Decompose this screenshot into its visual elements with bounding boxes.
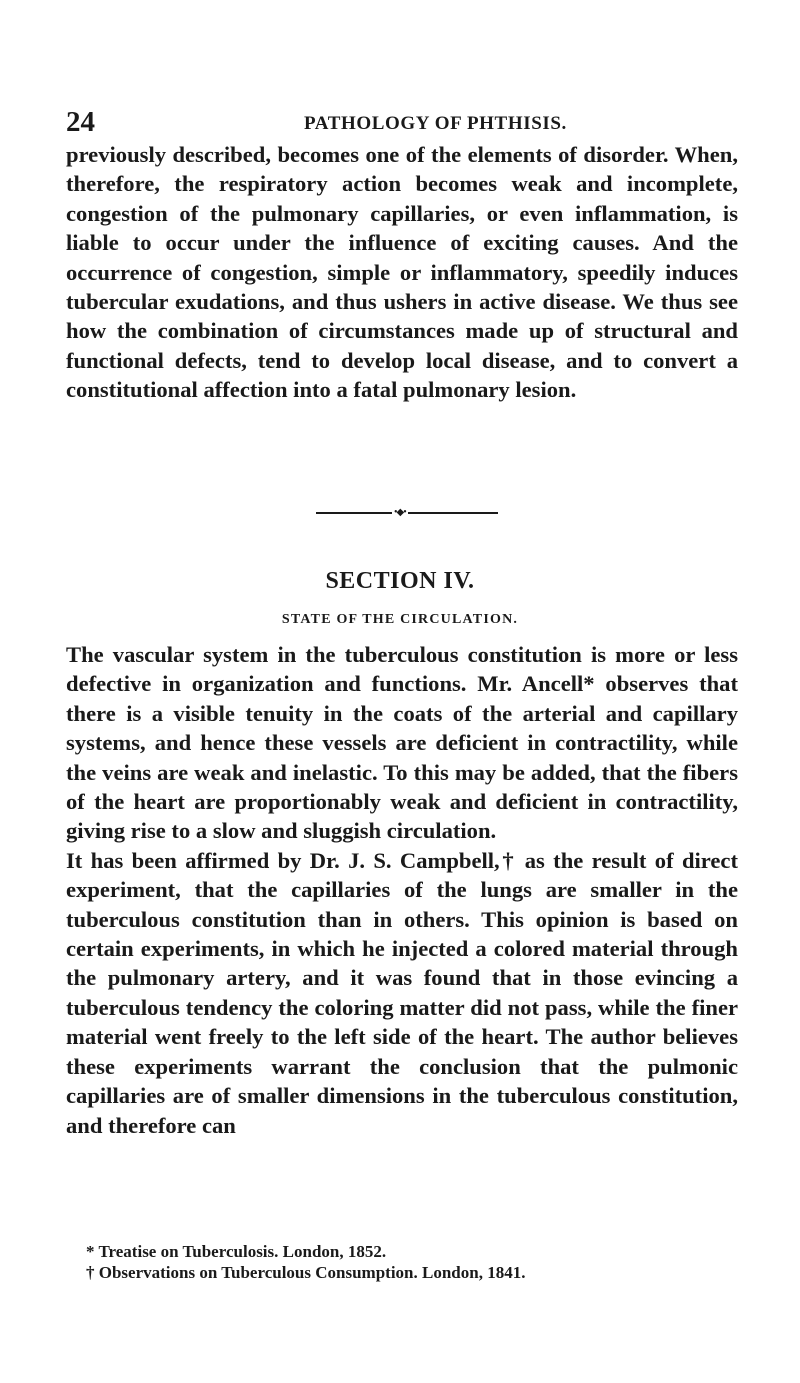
divider-ornament: •◆• (394, 507, 406, 518)
footnote: * Treatise on Tuberculosis. London, 1852. (86, 1242, 387, 1261)
page-number: 24 (66, 106, 95, 138)
running-head: PATHOLOGY OF PHTHISIS. (304, 113, 567, 134)
paragraph: It has been affirmed by Dr. J. S. Campbell,† as the result of direct experiment, that the capillaries of the lungs are smaller in the tuberculous constitution than in others. This opinion is based on certain experiments, in which he injected a colored material through the pulmonary artery, and it was found that in those evincing a tuberculous tendency the coloring matter did not pass, while the finer material went freely to the left side of the heart. The author believes these experiments warrant the conclusion that the pulmonic capillaries are of smaller dimensions in the tuberculous constitution, and therefore can (66, 847, 738, 1138)
footnote: † Observations on Tuberculous Consumption. London, 1841. (86, 1263, 526, 1282)
footnotes (66, 1241, 746, 1283)
page-header (66, 104, 736, 140)
section-title: SECTION IV. (325, 568, 475, 594)
section-subtitle: STATE OF THE CIRCULATION. (281, 612, 519, 627)
section-text (66, 640, 738, 1140)
paragraph: previously described, becomes one of the elements of disorder. When, therefore, the respiratory action becomes weak and incomplete, congestion of the pulmonary capillaries, or even inflammation, is liable to occur under the influence of exciting causes. And the occurrence of congestion, simple or inflammatory, speedily induces tubercular exudations, and thus ushers in active disease. We thus see how the combination of circumstances made up of structural and functional defects, tend to develop local disease, and to convert a constitutional affection into a fatal pulmonary lesion. (66, 142, 738, 403)
opening-text (66, 140, 738, 405)
paragraph: The vascular system in the tuberculous constitution is more or less defective in organization and functions. Mr. Ancell* observes that there is a visible tenuity in the coats of the arterial and capillary systems, and hence these vessels are deficient in contractility, while the veins are weak and inelastic. To this may be added, that the fibers of the heart are proportionably weak and deficient in contractility, giving rise to a slow and sluggish circulation. (66, 642, 738, 844)
